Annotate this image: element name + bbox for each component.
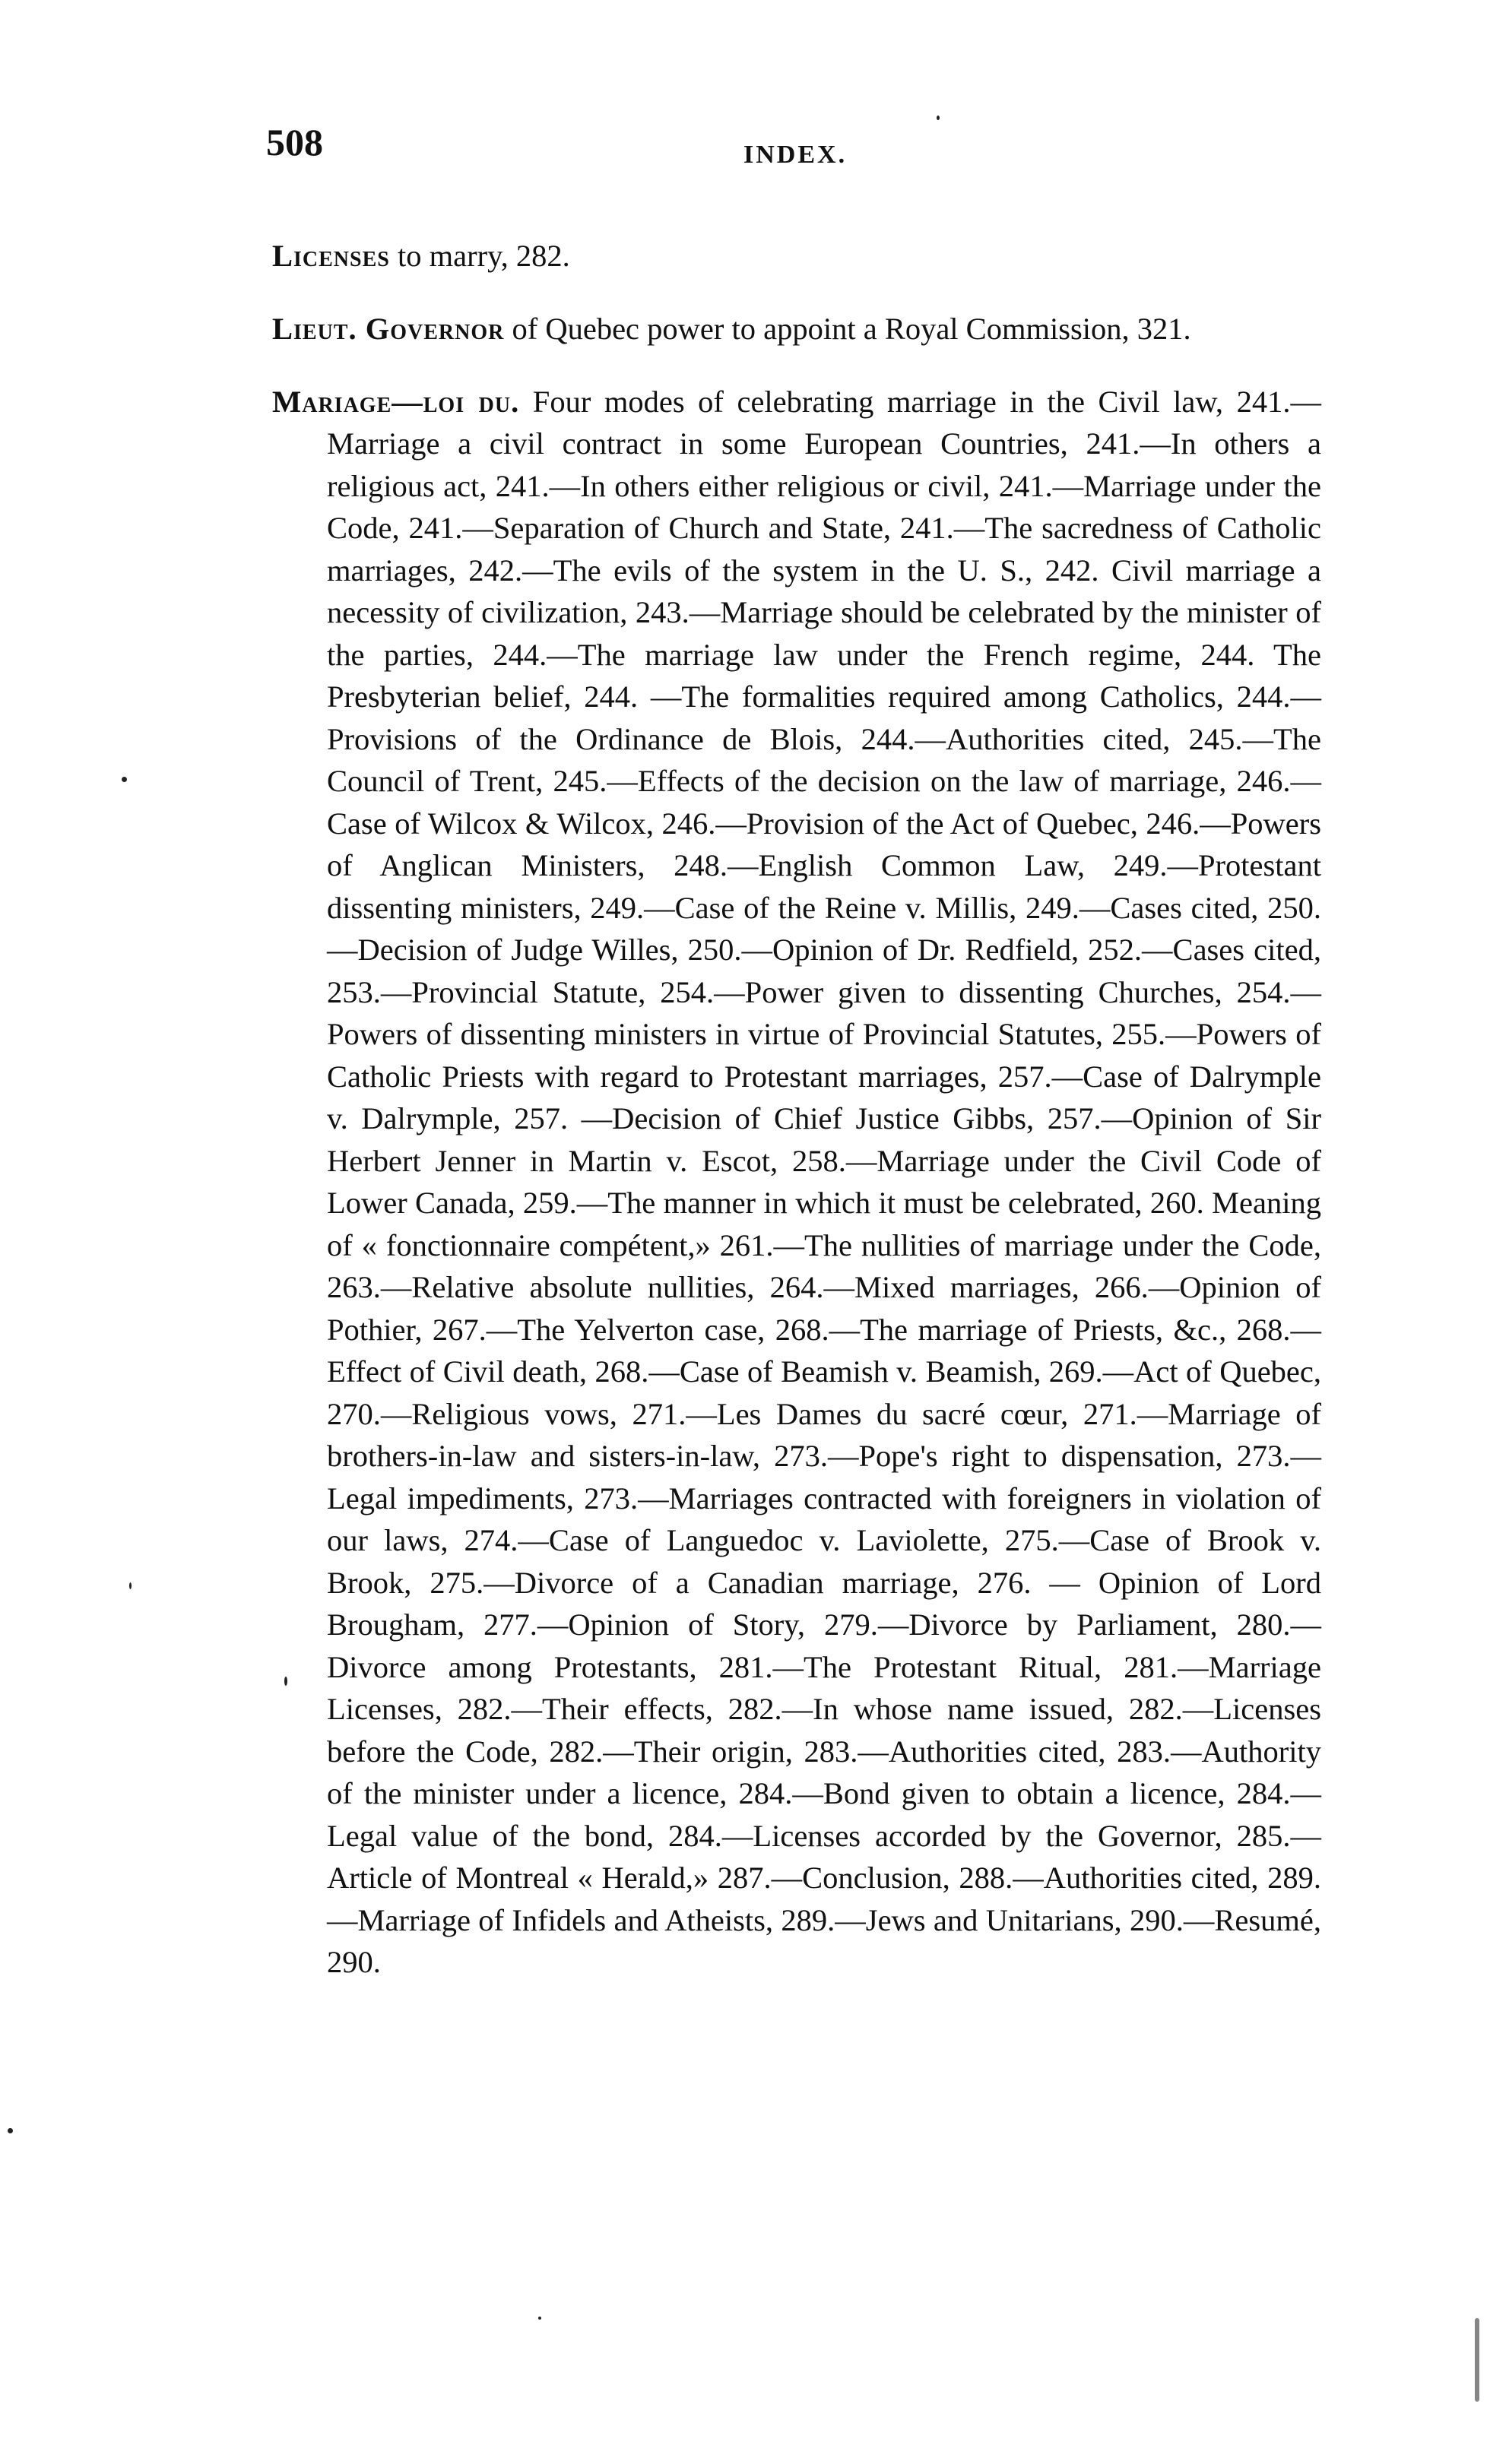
scan-speck [129,1582,132,1589]
index-entries [272,204,1321,1993]
index-entry-mariage [272,381,1321,1984]
entry-headword: Licenses [272,238,390,273]
running-head: INDEX. [743,141,848,169]
scan-speck [122,777,127,782]
scan-speck [538,2317,541,2320]
scan-speck [937,116,940,120]
index-entry-licenses [272,235,1321,277]
scan-speck [284,1677,287,1686]
entry-text: to marry, 282. [389,238,570,273]
entry-headword: Mariage—loi du. [272,384,520,419]
entry-headword: Lieut. Governor [272,311,505,346]
entry-text: Four modes of celebrating marriage in the Civil law, 241.—Marriage a civil contract in some European Countries, 241.—In others a religious act, 241.—In others either religious or civil, 241.—Marriage under the Code, 241.—Separation of Church and State, 241.—The sacredness of Catholic marriages, 242.—The evils of the system in the U. S., 242. Civil marriage a necessity of civilization, 243.—Marriage should be celebrated by the minister of the parties, 244.—The marriage law under the French regime, 244. The Presbyterian belief, 244. —The formalities required among Catholics, 244.—Provisions of the Ordinance de Blois, 244.—Authorities cited, 245.—The Council of Trent, 245.—Effects of the decision on the law of marriage, 246.—Case of Wilcox & Wilcox, 246.—Provision of the Act of Quebec, 246.—Powers of Anglican Ministers, 248.—English Common Law, 249.—Protestant dissenting ministers, 249.—Case of the Reine v. Millis, 249.—Cases cited, 250.—Decision of Judge Willes, 250.—Opinion of Dr. Redfield, 252.—Cases cited, 253.—Provincial Statute, 254.—Power given to dissenting Churches, 254.—Powers of dissenting ministers in virtue of Provincial Statutes, 255.—Powers of Catholic Priests with regard to Protestant marriages, 257.—Case of Dalrymple v. Dalrymple, 257. —Decision of Chief Justice Gibbs, 257.—Opinion of Sir Herbert Jenner in Martin v. Escot, 258.—Marriage under the Civil Code of Lower Canada, 259.—The manner in which it must be celebrated, 260. Meaning of « fonctionnaire compétent,» 261.—The nullities of marriage under the Code, 263.—Relative absolute nullities, 264.—Mixed marriages, 266.—Opinion of Pothier, 267.—The Yelverton case, 268.—The marriage of Priests, &c., 268.—Effect of Civil death, 268.—Case of Beamish v. Beamish, 269.—Act of Quebec, 270.—Religious vows, 271.—Les Dames du sacré cœur, 271.—Marriage of brothers-in-law and sisters-in-law, 273.—Pope's right to dispensation, 273.—Legal impediments, 273.—Marriages contracted with foreigners in violation of our laws, 274.—Case of Languedoc v. Laviolette, 275.—Case of Brook v. Brook, 275.—Divorce of a Canadian marriage, 276. — Opinion of Lord Brougham, 277.—Opinion of Story, 279.—Divorce by Parliament, 280.—Divorce among Protestants, 281.—The Protestant Ritual, 281.—Marriage Licenses, 282.—Their effects, 282.—In whose name issued, 282.—Licenses before the Code, 282.—Their origin, 283.—Authorities cited, 283.—Authority of the minister under a licence, 284.—Bond given to obtain a licence, 284.—Legal value of the bond, 284.—Licenses accorded by the Governor, 285.—Article of Montreal « Herald,» 287.—Conclusion, 288.—Authorities cited, 289.—Marriage of Infidels and Atheists, 289.—Jews and Unitarians, 290.—Resumé, 290. [327,384,1321,1979]
page-number: 508 [266,121,323,163]
scan-speck [8,2128,13,2133]
scan-speck [1475,2318,1479,2402]
index-entry-lieut-governor [272,308,1321,350]
entry-text: of Quebec power to appoint a Royal Commission, 321. [504,311,1191,346]
